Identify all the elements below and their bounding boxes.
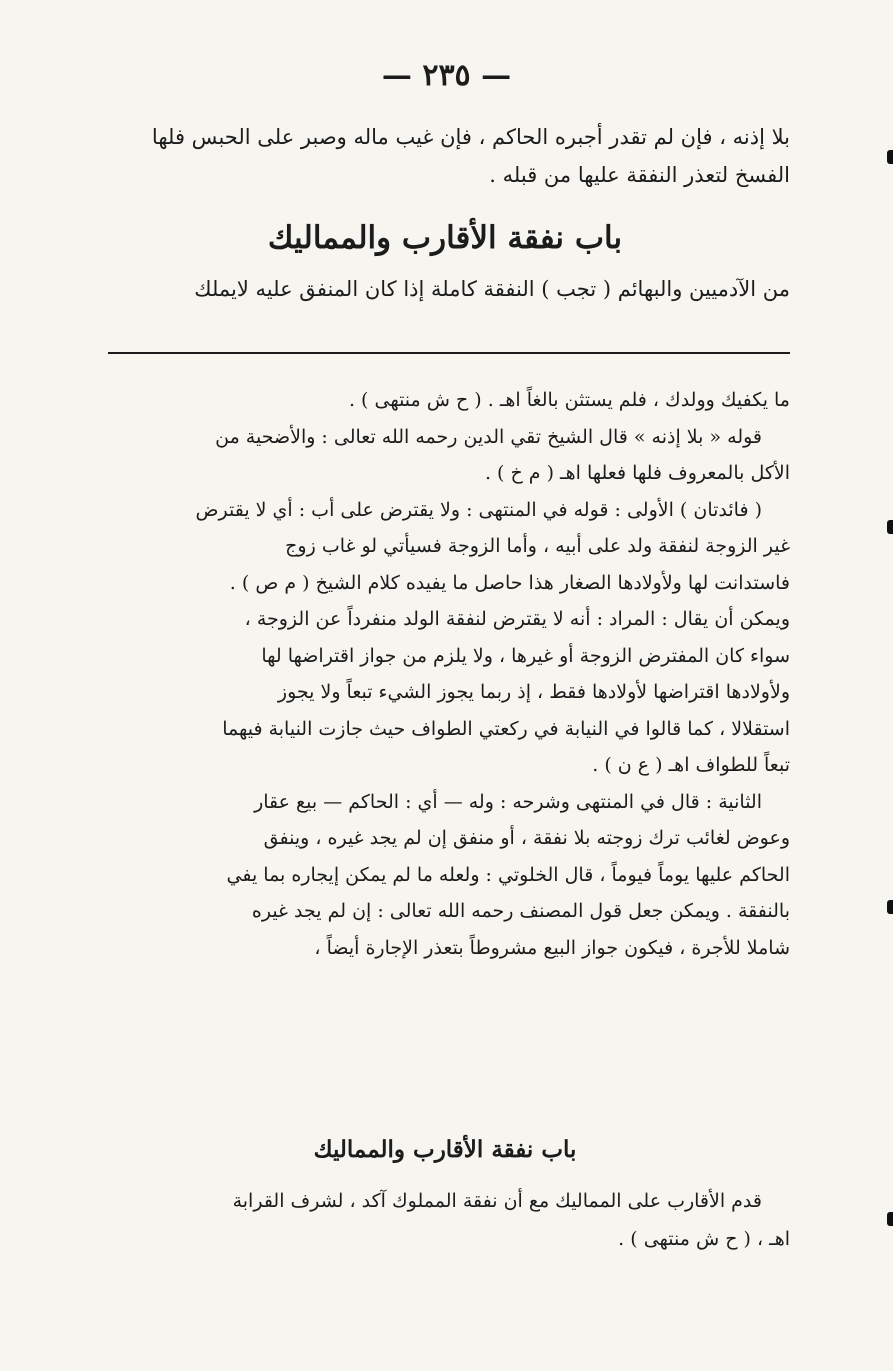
- note-line: قدم الأقارب على المماليك مع أن نفقة المملوك آكد ، لشرف القرابة: [232, 1190, 762, 1212]
- note-line: تبعاً للطواف اهـ ( ع ن ) .: [592, 754, 790, 776]
- note-line: استقلالا ، كما قالوا في النيابة في ركعتي الطواف حيث جازت النيابة فيهما: [222, 717, 790, 740]
- chapter-opening-line: من الآدميين والبهائم ( تجب ) النفقة كاملة إذا كان المنفق عليه لايملك: [194, 277, 790, 301]
- footnotes-block: [100, 382, 790, 966]
- note-line: الأكل بالمعروف فلها فعلها اهـ ( م خ ) .: [484, 462, 790, 484]
- scan-edge-mark: [887, 150, 893, 164]
- chapter-title: باب نفقة الأقارب والمماليك: [267, 220, 623, 256]
- note-line: ويمكن أن يقال : المراد : أنه لا يقترض لنفقة الولد منفرداً عن الزوجة ،: [244, 608, 790, 630]
- note-line: ( فائدتان ) الأولى : قوله في المنتهى : ولا يقترض على أب : أي لا يقترض: [195, 498, 762, 521]
- note-line: ولأولادها اقتراضها لأولادها فقط ، إذ ربما يجوز الشيء تبعاً ولا يجوز: [277, 681, 790, 703]
- note-line: اهـ ، ( ح ش منتهى ) .: [618, 1228, 790, 1250]
- scan-edge-mark: [887, 1212, 893, 1226]
- note-line: قوله « بلا إذنه » قال الشيخ تقي الدين رحمه الله تعالى : والأضحية من: [215, 425, 762, 448]
- upper-text-block: [100, 118, 790, 194]
- note-line: وعوض لغائب ترك زوجته بلا نفقة ، أو منفق إن لم يجد غيره ، وينفق: [263, 827, 790, 849]
- note-line: الثانية : قال في المنتهى وشرحه : وله — أي : الحاكم — بيع عقار: [254, 790, 762, 813]
- note-line: شاملا للأجرة ، فيكون جواز البيع مشروطاً بتعذر الإجارة أيضاً ،: [314, 936, 790, 959]
- scan-edge-mark: [887, 520, 893, 534]
- final-text-block: [100, 1182, 790, 1258]
- note-line: ما يكفيك وولدك ، فلم يستثن بالغاً اهـ . ( ح ش منتهى ) .: [348, 389, 790, 411]
- note-line: الحاكم عليها يوماً فيوماً ، قال الخلوتي : ولعله ما لم يمكن إيجاره بما يفي: [226, 863, 790, 886]
- text-line: بلا إذنه ، فإن لم تقدر أجبره الحاكم ، فإن غيب ماله وصبر على الحبس فلها: [151, 125, 790, 149]
- section-sub-title: باب نفقة الأقارب والمماليك: [313, 1136, 577, 1163]
- note-line: فاستدانت لها ولأولادها الصغار هذا حاصل ما يفيده كلام الشيخ ( م ص ) .: [229, 571, 790, 594]
- text-line: الفسخ لتعذر النفقة عليها من قبله .: [489, 163, 790, 187]
- note-line: بالنفقة . ويمكن جعل قول المصنف رحمه الله تعالى : إن لم يجد غيره: [251, 900, 790, 922]
- scan-edge-mark: [887, 900, 893, 914]
- page-number: — ٢٣٥ —: [381, 58, 512, 93]
- note-line: غير الزوجة لنفقة ولد على أبيه ، وأما الزوجة فسيأتي لو غاب زوج: [285, 535, 790, 557]
- footnote-divider: [108, 352, 790, 354]
- note-line: سواء كان المفترض الزوجة أو غيرها ، ولا يلزم من جواز اقتراضها لها: [261, 644, 790, 667]
